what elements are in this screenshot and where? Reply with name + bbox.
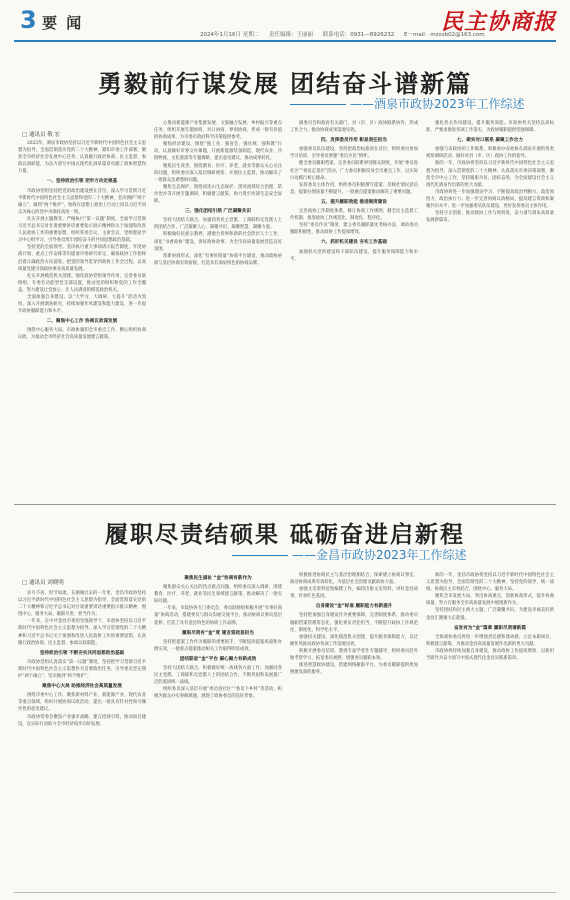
article-paragraph: 加强机关党的建设和干部队伍建设，提升服务保障能力和水平。: [290, 249, 418, 262]
article-paragraph: 市政协常委会聚焦产业强市战略，建言招商引资，推动项目建设，以实际行动助力全市经济稳步向好发展。: [18, 714, 146, 727]
section-subtitle: 聚焦中心大局 助推经济社会高质量发展: [42, 684, 122, 690]
article-paragraph: 心推动新能源产业集群发展、文旅融合发展、乡村振兴等重点任务，组织开展专题协商、对口协商、界别协商，形成一批有价值的协商成果，为市委市政府科学决策提供参考。: [154, 121, 282, 141]
section-subtitle: 团结联谊“金”平台 凝心聚力有新成效: [179, 656, 257, 662]
article-paragraph: 市政协党组认真落实“第一议题”制度，坚持把学习贯彻习近平新时代中国特色社会主义思想作为首要政治任务，引导委员坚定拥护“两个确立”、坚决做到“两个维护”。: [18, 659, 146, 680]
article-paragraph: 加强委员队伍建设，坚持把政治标准放在首位，组织委员参加学习培训，引导委员增强“委员为民”情怀。: [290, 147, 418, 160]
article-divider: [14, 504, 556, 505]
article1-column-4: [426, 120, 554, 498]
contact-phone: 联系电话：0931—8926232: [322, 32, 395, 38]
article-paragraph: 积极做好民族宗教界、港澳台侨界和新的社会阶层人士工作，深化“书香政协”建设，讲好政协故事，为全市高质量发展营造良好氛围。: [154, 232, 282, 252]
page-header: [0, 0, 570, 44]
article-paragraph: 2023年，酒泉市政协坚持以习近平新时代中国特色社会主义思想为指导，全面贯彻落实党的二十大精神，紧扣市委工作部署，聚焦全市经济社会发展中心任务，认真履行政治协商、民主监督、参政议政职能，为奋力谱写中国式现代化酒泉篇章贡献了政协智慧和力量。: [18, 141, 146, 175]
contact-email: E－mail：mzxsb02@163.com: [404, 32, 485, 38]
article-paragraph: 市政协将进一步加强理论学习，不断提高政治判断力、政治领悟力、政治执行力；进一步完善协商议政格局，提高建言资政和凝聚共识水平；进一步加强委员队伍建设，更好发挥委员主体作用。: [426, 189, 554, 210]
article-paragraph: 积极推进协商民主与基层治理相结合，探索建立协商议事室，推动协商成果有效转化，为基层社会治理贡献政协力量。: [290, 573, 418, 586]
article-paragraph: 岁月不居，时节如流。在刚刚过去的一年里，金昌市政协坚持以习近平新时代中国特色社会主义思想为指导，全面贯彻落实党的二十大精神和习近平总书记对甘肃重要讲话重要指示批示精神，围绕中心、服务大局，履职尽责、担当作为。: [18, 591, 146, 618]
section-subtitle: 四、发挥委员作用 彰显责任担当: [321, 138, 387, 144]
article2-subheadline: [232, 546, 467, 563]
article-paragraph: 坚持把提案工作作为履职的重要抓手，不断提高提案质量和办理实效，一批重点提案推动相关工作取得明显成效。: [154, 639, 282, 652]
article-paragraph: 健全委员履职档案，完善委员联系界别群众制度，开展“委员进社区”“委员走基层”活动，广大委员积极投身全市重点工作，以实际行动践行初心使命。: [290, 161, 418, 181]
article1-column-3: [290, 120, 418, 498]
article-paragraph: 推进智慧政协建设，搭建网络履职平台，为委员履职提供更加便捷高效的服务。: [290, 663, 418, 676]
article1-column-1: [18, 140, 146, 498]
issue-meta-line: [200, 30, 493, 38]
section-subtitle: 五、提升履职效能 推进制度建设: [321, 199, 387, 205]
article-paragraph: 创新协商形式，深化“有事好商量”协商平台建设，推动政协协商与基层协商有效衔接，打造具有酒泉特色的协商品牌。: [154, 253, 282, 266]
section-subtitle: 一、坚持政治引领 把牢方向定根基: [46, 179, 118, 185]
article2-column-3: [290, 572, 418, 888]
article2-headline: 履职尽责结硕果 砥砺奋进启新程: [104, 521, 465, 548]
section-subtitle: 六、抓好机关建设 夯实工作基础: [321, 240, 387, 246]
article2-column-2: [154, 572, 282, 888]
article2-column-4: [426, 572, 554, 888]
section-subtitle: 三、强化团结引领 广泛凝聚共识: [185, 209, 251, 215]
article-paragraph: 坚持团结和民主两大主题，广泛凝聚共识，为建设幸福美好新金昌汇聚强大正能量。: [426, 608, 554, 621]
article-paragraph: 新的一年，市政协将坚持以习近平新时代中国特色社会主义思想为指导，深入贯彻党的二十大精神，认真落实市委决策部署，聚焦全市中心工作，坚持履职为民，团结奋进，为全面建设社会主义现代化酒泉作出新的更大贡献。: [426, 161, 554, 188]
article-paragraph: 围绕市委中心工作，聚焦新材料产业、新能源产业、现代农业等重点领域，组织开展协商议政活动，提出一批具有针对性和可操作性的意见建议。: [18, 693, 146, 713]
article1-subheadline: [290, 95, 525, 112]
article-paragraph: 扎实开展模范机关创建。强化政协党组领导作用，完善委员联络组、专委会功能型党支部设置，推动党的组织和党的工作全覆盖，努力建设让党放心、让人民满意的模范政治机关。: [18, 273, 146, 293]
article-paragraph: 加强机关建设，深化模范机关创建，提升服务保障能力，以过硬作风推动政协各项工作落地见效。: [290, 634, 418, 647]
article-paragraph: 加强与省政协的工作联系，积极承办省政协在酒泉开展的各类视察调研活动，做好对县（市、区）政协工作的指导。: [426, 147, 554, 160]
section-subtitle: 奋发有为“金”篇章 履职尽责谱新篇: [454, 625, 526, 631]
section-name: 要 闻: [42, 14, 84, 32]
article-paragraph: 组织委员深入基层开展“委员进社区”“委员下乡村”等活动，积极为群众办实事解难题，展现了政协委员的良好形象。: [154, 687, 282, 700]
article-paragraph: 坚持大团结大联合，加强同各民主党派、工商联和无党派人士的团结合作，广泛凝聚人心、凝聚共识、凝聚智慧、凝聚力量。: [154, 218, 282, 231]
article-paragraph: 围绕中心服务大局，市政协紧扣全市重点工作，精心组织协商议政，为推动全市经济社会高质量发展建言献策。: [18, 328, 146, 341]
article-paragraph: 坚持守正创新，推动政协工作与时俱进，奋力谱写酒泉高质量发展新篇章。: [426, 211, 554, 224]
article-paragraph: 加强文史资料征集编撰工作，编印出版文史资料，讲好金昌故事，传承红色基因。: [290, 587, 418, 600]
footer-rule: [14, 892, 556, 893]
article-paragraph: 完善政协工作制度体系，修订协商工作规则，健全民主监督工作机制，推进政协工作规范化、制度化、程序化。: [290, 209, 418, 222]
article-paragraph: 强化机关作风建设，提升服务效能。市政协机关坚持以高标准、严要求推进各项工作落实，为政协履职提供坚强保障。: [426, 121, 554, 134]
article-paragraph: 聚焦群众关心关注的热点难点问题，组织委员深入调研，围绕教育、医疗、养老、就业等民生领域建言献策，推动解决了一批实际问题。: [154, 585, 282, 605]
article1-subheadline-text: ——酒泉市政协2023年工作综述: [350, 97, 525, 111]
article-paragraph: 全面加强自身建设。以“大学习、大调研、大提升”活动为契机，深入开展调查研究，持续加强作风建设和能力建设，进一步提升政协履职能力和水平。: [18, 294, 146, 315]
article-paragraph: 发挥委员主体作用，组织委员积极撰写提案、反映社情民意信息，提案办理质量不断提升，一批重点提案推动解决了重要问题。: [290, 182, 418, 195]
issue-date: 2024年1月16日 星期二: [200, 32, 260, 38]
article-paragraph: 新的一年，金昌市政协将坚持以习近平新时代中国特色社会主义思想为指导，全面贯彻党的二十大精神，坚持党的领导、统一战线、协商民主有机结合，围绕中心、服务大局。: [426, 573, 554, 593]
section-subtitle: 自身建设“金”标准 履职能力有新提升: [315, 604, 393, 610]
article-paragraph: 聚焦民生改善，围绕教育、医疗、养老、就业等群众关心关注的问题，组织委员深入基层调研视察，开展民主监督，推动解决了一批群众急难愁盼问题。: [154, 163, 282, 183]
page-number: 3: [20, 6, 37, 34]
article-paragraph: 扎实开展主题教育。严格执行“第一议题”制度，全面学习贯彻习近平总书记对甘肃重要讲话重要指示批示精神和关于加强和改进人民政协工作的重要思想，组织常委会议、主席会议、党组理论学习中心组学习，引导委员筑牢团结奋斗的共同思想政治基础。: [18, 216, 146, 244]
section-subtitle: 七、做实对口联系 凝聚工作合力: [457, 138, 523, 144]
article1-column-2: [154, 120, 282, 498]
section-subtitle: 履职尽责有“金”度 建言资政显担当: [182, 630, 254, 636]
section-subtitle: 聚焦民生福祉 “金”协商有新作为: [184, 576, 252, 581]
article-paragraph: 聚焦生态保护，围绕祁连山生态保护、黑河流域综合治理、防沙治沙等开展专题调研，积极建言献策，助力筑牢西部生态安全屏障。: [154, 184, 282, 205]
article-paragraph: 市政协将持续加强自身建设，推动政协工作提质增效，以新担当新作为奋力谱写中国式现代化金昌实践新篇章。: [426, 648, 554, 662]
article-paragraph: 积极开展委员培训，邀请专家学者作专题辅导，组织委员赴外地考察学习，拓宽委员视野，增强委员履职本领。: [290, 648, 418, 662]
article1-headline: 勇毅前行谋发展 团结奋斗谱新篇: [97, 69, 473, 98]
header-rule: [14, 40, 556, 42]
article-paragraph: 副委员会和政府有关部门、县（市、区）政协联系协作，形成工作合力，推动协商成果落地见效。: [290, 121, 418, 134]
editor: 责任编辑：王丽丽: [269, 32, 314, 38]
article2-byline: □ 通讯员 刘晓明: [22, 580, 64, 586]
article2-column-1: [18, 590, 146, 888]
article-paragraph: 市政协党组坚持把党的政治建设摆在首位，深入学习贯彻习近平新时代中国特色社会主义思想和党的二十大精神，坚决拥护“两个确立”、做到“两个维护”，始终在思想上政治上行动上同以习近平同志为核心的党中央保持高度一致。: [18, 188, 146, 215]
article-paragraph: 一年来，市政协各专门委员会、委员联络组积极开展“有事好商量”协商活动，搭建委员与群众沟通交流平台，推动协商议事向基层延伸，打造了具有金昌特色的协商工作品牌。: [154, 606, 282, 626]
article-paragraph: 坚持把加强自身建设作为重要保障，完善制度体系，推动委员履职档案管理常态化，强化委员责任担当，不断提升政协工作规范化、制度化、科学化水平。: [290, 613, 418, 633]
article-paragraph: 坚持大团结大联合，积极做好统一战线各方面工作，加强同各民主党派、工商联和无党派人士的团结合作，不断巩固和发展最广泛的爱国统一战线。: [154, 666, 282, 686]
newspaper-masthead: 民主协商报: [440, 9, 556, 35]
article-paragraph: 聚焦经济建设，围绕“强工业、强省会、强县域、强科教”行动，认真做好市委交办课题，开展新能源装备制造、现代农业、冷链物流、文化旅游等专题调研，提出意见建议，推动成果转化。: [154, 142, 282, 162]
section-subtitle: 坚持政治引领 不断夯实共同思想政治基础: [39, 650, 125, 656]
article2-subheadline-text: ——金昌市政协2023年工作综述: [292, 548, 467, 562]
article1-byline: □ 通讯员 敬 宏: [22, 132, 60, 138]
section-subtitle: 二、聚焦中心工作 协商议政谋发展: [46, 319, 118, 325]
article-paragraph: 一年来，在中共金昌市委的坚强领导下，市政协坚持以习近平新时代中国特色社会主义思想为指导，深入学习贯彻党的二十大精神和习近平总书记关于加强和改进人民政协工作的重要思想，认真履行政治协商、民主监督、参政议政职能。: [18, 619, 146, 646]
article-paragraph: 坚持党的全面领导。坚决执行重大事项请示报告制度，年度协商计划、重点工作安排等均提请市委研究审定，确保政协工作始终沿着正确政治方向前进。把党的领导贯穿到政协工作全过程，以高质量党建引领政协事业高质量发展。: [18, 245, 146, 272]
article-paragraph: 全体政协委员将进一步增强责任感和使命感，立足本职岗位，积极建言献策，为推动金昌高质量发展作出新的更大贡献。: [426, 634, 554, 647]
article-paragraph: 聚焦全市发展大局，突出协商重点，创新协商形式，提升协商质量，努力在服务全市高质量发展中展现新作为。: [426, 594, 554, 607]
article-paragraph: 坚持“委员作业”制度，建立委员履职量化考核办法，调动委员履职积极性，推动政协工作提质增效。: [290, 223, 418, 236]
